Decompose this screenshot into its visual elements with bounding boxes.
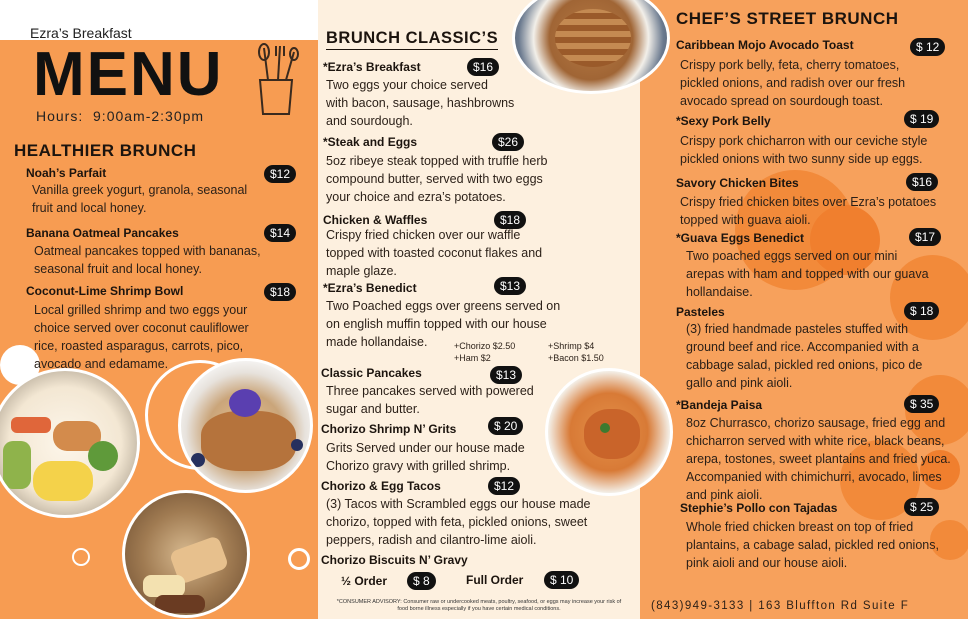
addon-bacon: +Bacon $1.50	[548, 353, 604, 363]
item-desc-line: topped with guava aioli.	[680, 213, 811, 227]
restaurant-name: Ezra’s Breakfast	[30, 25, 132, 41]
contact-info: (843)949-3133 | 163 Bluffton Rd Suite F	[651, 600, 910, 612]
menu-title: MENU	[33, 40, 224, 109]
price-badge: $13	[490, 366, 522, 384]
price-badge: $ 8	[407, 572, 436, 590]
item-name: *Ezra’s Benedict	[323, 281, 417, 295]
item-desc-line: Two Poached eggs over greens served on	[326, 299, 561, 313]
item-desc-line: arepa, tostones, sweet plantains and fried yuca.	[686, 452, 951, 466]
full-order-label: Full Order	[466, 573, 524, 587]
decor-ring	[72, 548, 90, 566]
section-heading-healthier: HEALTHIER BRUNCH	[14, 141, 197, 160]
item-desc-line: ground beef and rice. Accompanied with a	[686, 340, 919, 354]
item-name: Banana Oatmeal Pancakes	[26, 226, 179, 240]
price-badge: $18	[264, 283, 296, 301]
section-heading-street: CHEF’S STREET BRUNCH	[676, 9, 899, 28]
item-name: Pasteles	[676, 305, 725, 319]
item-desc-line: (3) Tacos with Scrambled eggs our house made	[326, 497, 591, 511]
item-name: Chicken & Waffles	[323, 213, 428, 227]
pancakes-photo	[178, 358, 313, 493]
addon-ham: +Ham $2	[454, 353, 491, 363]
decor-ring	[288, 548, 310, 570]
item-name: Caribbean Mojo Avocado Toast	[676, 38, 854, 52]
item-desc-line: hollandaise.	[686, 285, 753, 299]
item-desc-line: (3) fried handmade pasteles stuffed with	[686, 322, 909, 336]
item-desc-line: Crispy fried chicken bites over Ezra’s potatoes	[680, 195, 937, 209]
item-desc-line: Oatmeal pancakes topped with bananas,	[34, 244, 261, 258]
item-desc-line: maple glaze.	[326, 264, 397, 278]
shrimp-grits-photo	[545, 368, 673, 496]
item-name: *Guava Eggs Benedict	[676, 231, 805, 245]
item-desc-line: and sourdough.	[326, 114, 413, 128]
item-desc-line: choice served over coconut cauliflower	[34, 321, 249, 335]
price-badge: $ 35	[904, 395, 939, 413]
item-desc-line: rice, roasted asparagus, carrots, pico,	[34, 339, 244, 353]
item-name: Chorizo Shrimp N’ Grits	[321, 422, 457, 436]
item-desc-line: seasonal fruit and local honey.	[34, 262, 202, 276]
price-badge: $ 19	[904, 110, 939, 128]
item-desc-line: Two poached eggs served on our mini	[686, 249, 898, 263]
price-badge: $13	[494, 277, 526, 295]
price-badge: $12	[264, 165, 296, 183]
section-heading-classic: BRUNCH CLASSIC’S	[326, 29, 498, 50]
item-desc-line: Crispy pork belly, feta, cherry tomatoes,	[680, 58, 900, 72]
item-name: *Ezra’s Breakfast	[323, 60, 421, 74]
price-badge: $ 12	[910, 38, 945, 56]
utensils-icon	[252, 42, 300, 118]
price-badge: $ 10	[544, 571, 579, 589]
item-desc-line: compound butter, served with two eggs	[326, 172, 543, 186]
price-badge: $17	[909, 228, 941, 246]
item-desc-line: Two eggs your choice served	[326, 78, 488, 92]
price-badge: $14	[264, 224, 296, 242]
item-name: *Steak and Eggs	[323, 135, 418, 149]
item-desc-line: avocado and edamame.	[34, 357, 169, 371]
item-desc-line: on english muffin topped with our house	[326, 317, 547, 331]
item-desc-line: gallo and pink aioli.	[686, 376, 793, 390]
item-desc-line: Accompanied with chimichurri, avocado, limes	[686, 470, 942, 484]
item-desc-line: chorizo, topped with feta, pickled onions, sweet	[326, 515, 588, 529]
advisory-line: food borne illness especially if you have certain medical conditions.	[397, 606, 561, 612]
price-badge: $16	[906, 173, 938, 191]
item-desc-line: avocado spread on sourdough toast.	[680, 94, 883, 108]
item-desc-line: chicharron served with white rice, black beans,	[686, 434, 945, 448]
item-name: *Bandeja Paisa	[676, 398, 763, 412]
item-desc-line: pickled onions with two sunny side up eggs.	[680, 152, 923, 166]
item-desc-line: arepas with ham and topped with our guava	[686, 267, 929, 281]
item-desc-line: topped with toasted coconut flakes and	[326, 246, 543, 260]
consumer-advisory	[318, 599, 640, 613]
item-desc-line: 8oz Churrasco, chorizo sausage, fried egg and	[686, 416, 946, 430]
price-badge: $18	[494, 211, 526, 229]
item-desc-line: Three pancakes served with powered	[326, 384, 534, 398]
advisory-line: *CONSUMER ADVISORY: Consumer raw or undercooked meats, poultry, seafood, or eggs may increase your risk of	[336, 599, 622, 605]
hours: Hours: 9:00am-2:30pm	[36, 108, 205, 124]
item-desc-line: sugar and butter.	[326, 402, 420, 416]
item-name: Stephie’s Pollo con Tajadas	[680, 501, 838, 515]
item-desc-line: pink aioli and our house aioli.	[686, 556, 848, 570]
half-order-label: ½ Order	[341, 574, 388, 588]
item-name: Noah’s Parfait	[26, 166, 107, 180]
item-desc-line: cabbage salad, pickled red onions, pico de	[686, 358, 923, 372]
addon-chorizo: +Chorizo $2.50	[454, 341, 516, 351]
price-badge: $16	[467, 58, 499, 76]
price-badge: $ 25	[904, 498, 939, 516]
item-desc-line: and pink aioli.	[686, 488, 763, 502]
item-name: *Sexy Pork Belly	[676, 114, 771, 128]
addons-right	[548, 340, 604, 364]
item-desc-line: fruit and local honey.	[32, 201, 147, 215]
item-name: Savory Chicken Bites	[676, 176, 799, 190]
item-desc-line: with bacon, sausage, hashbrowns	[326, 96, 515, 110]
item-desc-line: Crispy fried chicken over our waffle	[326, 228, 521, 242]
price-badge: $26	[492, 133, 524, 151]
price-badge: $ 20	[488, 417, 523, 435]
item-name: Classic Pancakes	[321, 366, 422, 380]
item-name: Chorizo & Egg Tacos	[321, 479, 441, 493]
item-desc-line: Crispy pork chicharron with our ceviche style	[680, 134, 928, 148]
item-name: Coconut-Lime Shrimp Bowl	[26, 284, 184, 298]
item-desc-line: made hollandaise.	[326, 335, 428, 349]
item-name: Chorizo Biscuits N’ Gravy	[321, 553, 468, 567]
item-desc-line: peppers, radish and cilantro-lime aioli.	[326, 533, 537, 547]
item-desc-line: Chorizo gravy with grilled shrimp.	[326, 459, 511, 473]
item-desc-line: Local grilled shrimp and two eggs your	[34, 303, 248, 317]
addon-shrimp: +Shrimp $4	[548, 341, 595, 351]
item-desc-line: Grits Served under our house made	[326, 441, 525, 455]
item-desc-line: Vanilla greek yogurt, granola, seasonal	[32, 183, 248, 197]
item-desc-line: Whole fried chicken breast on top of fried	[686, 520, 914, 534]
price-badge: $12	[488, 477, 520, 495]
addons-left	[454, 340, 515, 364]
item-desc-line: your choice and ezra’s potatoes.	[326, 190, 506, 204]
item-desc-line: pickled onions, and radish over our fresh	[680, 76, 906, 90]
price-badge: $ 18	[904, 302, 939, 320]
item-desc-line: 5oz ribeye steak topped with truffle herb	[326, 154, 548, 168]
breakfast-plate-photo	[122, 490, 250, 618]
item-desc-line: plantains, a cabage salad, pickled red onions,	[686, 538, 939, 552]
